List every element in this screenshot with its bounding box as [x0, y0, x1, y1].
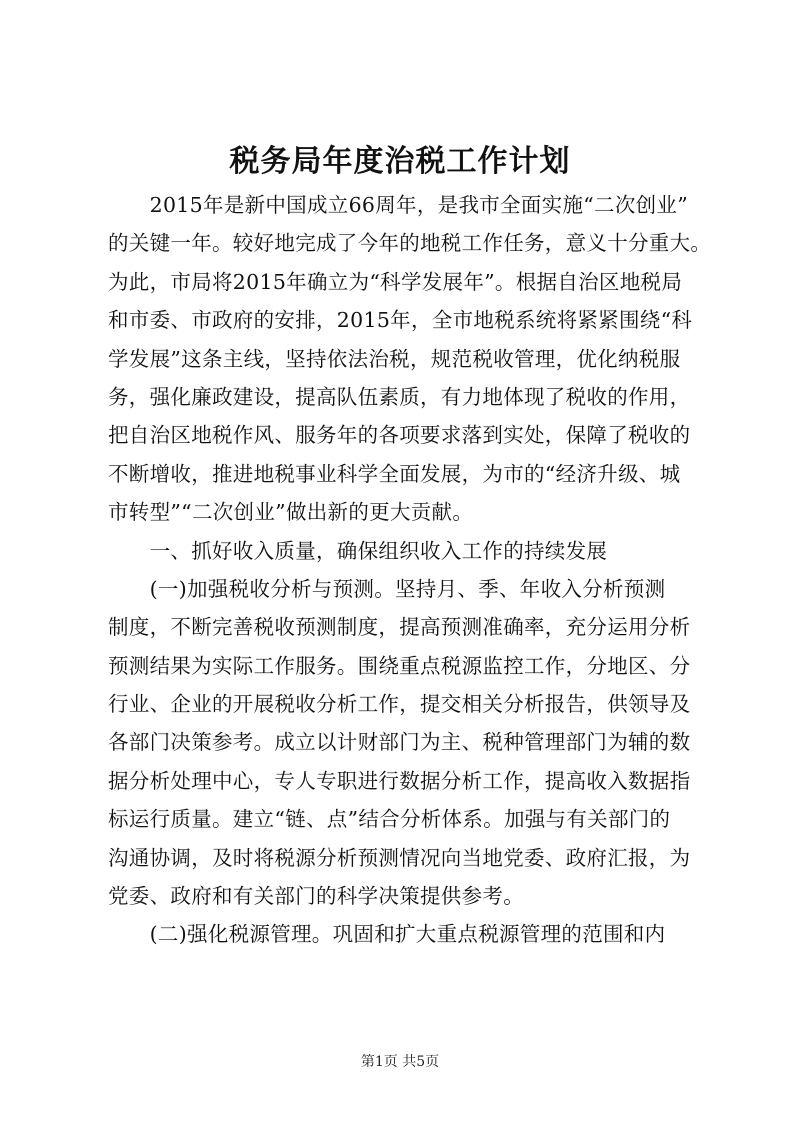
- body-line: 预测结果为实际工作服务。围绕重点税源监控工作，分地区、分: [108, 653, 691, 678]
- body-line: 制度，不断完善税收预测制度，提高预测准确率，充分运用分析: [108, 615, 691, 640]
- document-title: 税务局年度治税工作计划: [229, 144, 571, 179]
- body-line: 各部门决策参考。成立以计财部门为主、税种管理部门为辅的数: [108, 730, 691, 755]
- body-line: 务，强化廉政建设，提高队伍素质，有力地体现了税收的作用，: [108, 384, 691, 409]
- body-line: 标运行质量。建立“链、点”结合分析体系。加强与有关部门的: [108, 807, 671, 832]
- section-heading: 一、抓好收入质量，确保组织收入工作的持续发展: [108, 538, 608, 563]
- body-line: 据分析处理中心，专人专职进行数据分析工作，提高收入数据指: [108, 768, 691, 793]
- page-number-footer: 第1页 共5页: [360, 1054, 440, 1070]
- body-line: 为此，市局将2015年确立为“科学发展年”。根据自治区地税局: [108, 269, 683, 294]
- body-line: 沟通协调，及时将税源分析预测情况向当地党委、政府汇报，为: [108, 845, 691, 870]
- body-line: 不断增收，推进地税事业科学全面发展，为市的“经济升级、城: [108, 461, 681, 486]
- document-body: [108, 186, 712, 954]
- body-line: 市转型”“二次创业”做出新的更大贡献。: [108, 500, 474, 525]
- body-line: 2015年是新中国成立66周年，是我市全面实施“二次创业”: [108, 193, 689, 217]
- body-line: (一)加强税收分析与预测。坚持月、季、年收入分析预测: [108, 576, 666, 601]
- body-line: 行业、企业的开展税收分析工作，提交相关分析报告，供领导及: [108, 692, 691, 717]
- body-line: 学发展”这条主线，坚持依法治税，规范税收管理，优化纳税服: [108, 346, 681, 371]
- body-line: (二)强化税源管理。巩固和扩大重点税源管理的范围和内: [108, 922, 666, 947]
- body-line: 的关键一年。较好地完成了今年的地税工作任务，意义十分重大。: [108, 231, 712, 256]
- body-line: 党委、政府和有关部门的科学决策提供参考。: [108, 884, 524, 909]
- body-line: 把自治区地税作风、服务年的各项要求落到实处，保障了税收的: [108, 423, 691, 448]
- body-line: 和市委、市政府的安排，2015年，全市地税系统将紧紧围绕“科: [108, 308, 693, 333]
